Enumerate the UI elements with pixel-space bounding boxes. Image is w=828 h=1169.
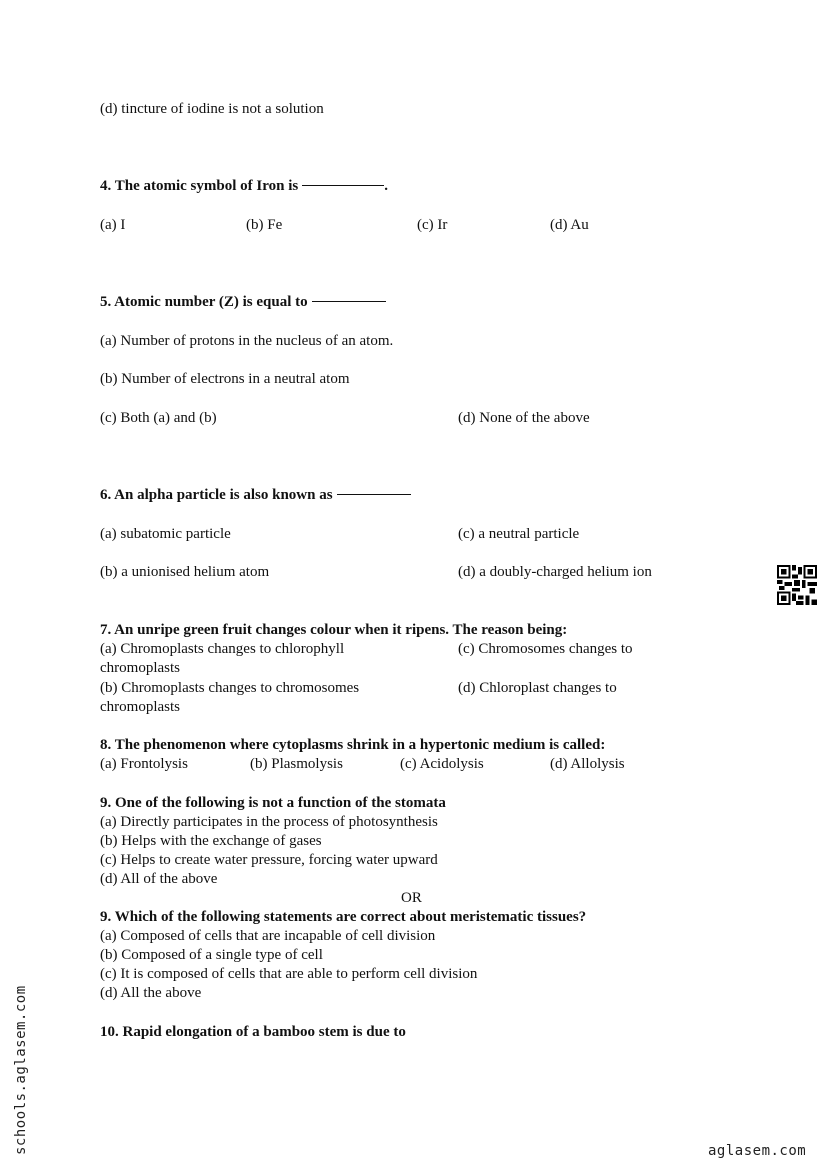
q8-question: 8. The phenomenon where cytoplasms shrink in a hypertonic medium is called: [100,737,606,753]
q9-alt-option-a: (a) Composed of cells that are incapable of cell division [100,928,436,944]
q4-suffix: . [384,178,388,194]
answer-blank [337,494,411,495]
q8-option-d: (d) Allolysis [550,756,625,772]
watermark-right: aglasem.com [708,1143,807,1159]
q6-text: 6. An alpha particle is also known as [100,487,333,503]
q8-option-a: (a) Frontolysis [100,756,188,772]
q6-option-c: (c) a neutral particle [458,526,580,542]
q5-text: 5. Atomic number (Z) is equal to [100,294,308,310]
q4-option-b: (b) Fe [246,217,283,233]
q3-option-d: (d) tincture of iodine is not a solution [100,101,324,117]
q6-option-b: (b) a unionised helium atom [100,564,270,580]
answer-blank [302,185,384,186]
q6-question [100,486,411,504]
q5-option-a: (a) Number of protons in the nucleus of an atom. [100,333,394,349]
watermark-left: schools.aglasem.com [13,985,29,1155]
q8-option-c: (c) Acidolysis [400,756,484,772]
q6-option-d: (d) a doubly-charged helium ion [458,564,652,580]
q8-option-b: (b) Plasmolysis [250,756,343,772]
q9-question: 9. One of the following is not a function of the stomata [100,795,446,811]
q9-alt-option-d: (d) All the above [100,985,202,1001]
q7-option-b: (b) Chromoplasts changes to chromosomes [100,680,360,696]
q5-option-b: (b) Number of electrons in a neutral atom [100,371,350,387]
q7-option-d: (d) Chloroplast changes to [458,680,617,696]
q4-question [100,177,388,195]
q5-option-d: (d) None of the above [458,410,590,426]
q9-option-b: (b) Helps with the exchange of gases [100,833,322,849]
q10-question: 10. Rapid elongation of a bamboo stem is due to [100,1024,406,1040]
answer-blank [312,301,386,302]
q9-option-a: (a) Directly participates in the process of photosynthesis [100,814,438,830]
q4-option-d: (d) Au [550,217,589,233]
q9-option-d: (d) All of the above [100,871,218,887]
q7-option-a: (a) Chromoplasts changes to chlorophyll [100,641,345,657]
qr-code-icon [777,565,817,605]
q9-option-c: (c) Helps to create water pressure, forcing water upward [100,852,438,868]
q4-text: 4. The atomic symbol of Iron is [100,178,299,194]
q6-option-a: (a) subatomic particle [100,526,231,542]
q4-option-c: (c) Ir [417,217,448,233]
q5-option-c: (c) Both (a) and (b) [100,410,217,426]
q7-option-d-cont: chromoplasts [100,699,180,715]
q5-question [100,293,386,311]
q7-option-c: (c) Chromosomes changes to [458,641,633,657]
q4-option-a: (a) I [100,217,126,233]
or-divider: OR [401,890,422,906]
q9-alt-option-b: (b) Composed of a single type of cell [100,947,323,963]
q9-alt-option-c: (c) It is composed of cells that are able to perform cell division [100,966,478,982]
q7-question: 7. An unripe green fruit changes colour when it ripens. The reason being: [100,622,568,638]
q9-alt-question: 9. Which of the following statements are correct about meristematic tissues? [100,909,587,925]
q7-option-c-cont: chromoplasts [100,660,180,676]
